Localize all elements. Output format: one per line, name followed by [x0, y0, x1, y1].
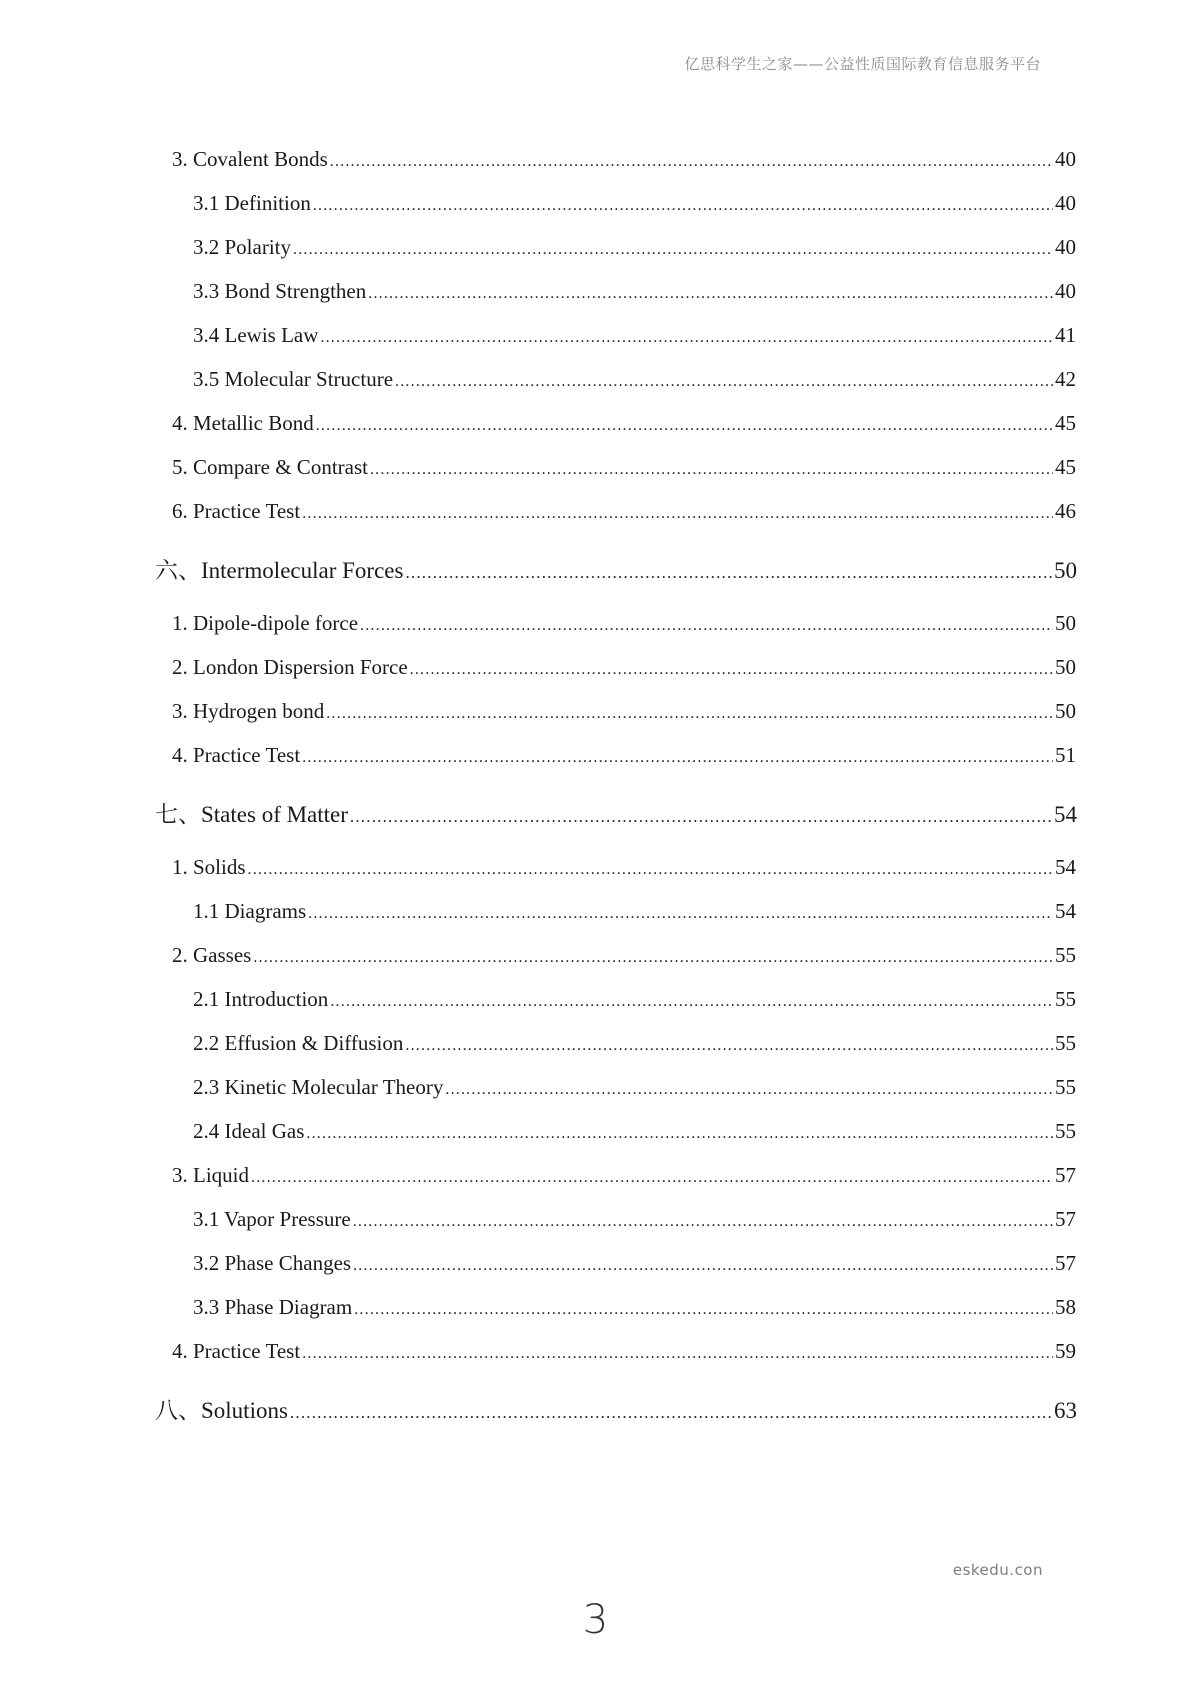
toc-entry-label: 6. Practice Test [172, 499, 301, 523]
toc-entry-page: 40 [1055, 191, 1076, 215]
toc-entry-label: 3.5 Molecular Structure [193, 367, 394, 391]
toc-entry[interactable] [193, 897, 1076, 925]
toc-entry-page: 55 [1055, 1119, 1076, 1143]
toc-entry-page: 57 [1055, 1251, 1076, 1275]
toc-entry-page: 55 [1055, 987, 1076, 1011]
toc-entry-label: 2. London Dispersion Force [172, 655, 408, 679]
toc-entry-page: 55 [1055, 1031, 1076, 1055]
toc-entry-page: 55 [1055, 943, 1076, 967]
toc-chapter-label: 八、Solutions [155, 1398, 288, 1423]
dot-leader [308, 900, 1053, 925]
toc-entry-page: 57 [1055, 1163, 1076, 1187]
toc-entry[interactable] [193, 189, 1076, 217]
toc-entry-label: 3. Covalent Bonds [172, 147, 328, 171]
toc-entry-label: 3.1 Vapor Pressure [193, 1207, 351, 1231]
dot-leader [330, 988, 1053, 1013]
toc-chapter-entry[interactable] [155, 1397, 1077, 1425]
toc-entry[interactable] [193, 1073, 1076, 1101]
toc-entry-label: 1. Solids [172, 855, 246, 879]
toc-entry-page: 40 [1055, 235, 1076, 259]
toc-entry-page: 57 [1055, 1207, 1076, 1231]
dot-leader [290, 1399, 1052, 1425]
toc-entry[interactable] [172, 653, 1076, 681]
toc-entry-page: 45 [1055, 455, 1076, 479]
toc-entry-label: 2.2 Effusion & Diffusion [193, 1031, 404, 1055]
page-number: 3 [582, 1597, 609, 1643]
toc-entry-label: 3. Hydrogen bond [172, 699, 325, 723]
toc-entry[interactable] [193, 233, 1076, 261]
dot-leader [350, 803, 1052, 829]
toc-entry-page: 42 [1055, 367, 1076, 391]
toc-entry-label: 1.1 Diagrams [193, 899, 307, 923]
dot-leader [293, 236, 1053, 261]
dot-leader [405, 559, 1052, 585]
dot-leader [368, 280, 1053, 305]
dot-leader [395, 368, 1053, 393]
toc-entry[interactable] [193, 277, 1076, 305]
toc-entry[interactable] [172, 941, 1076, 969]
toc-entry-page: 54 [1055, 899, 1076, 923]
toc-entry-label: 3.3 Phase Diagram [193, 1295, 353, 1319]
dot-leader [354, 1296, 1053, 1321]
toc-entry-label: 2.1 Introduction [193, 987, 329, 1011]
toc-entry-page: 55 [1055, 1075, 1076, 1099]
dot-leader [445, 1076, 1053, 1101]
dot-leader [353, 1208, 1053, 1233]
dot-leader [326, 700, 1053, 725]
toc-entry-label: 4. Metallic Bond [172, 411, 314, 435]
toc-entry-label: 5. Compare & Contrast [172, 455, 368, 479]
dot-leader [253, 944, 1053, 969]
dot-leader [302, 500, 1053, 525]
dot-leader [353, 1252, 1053, 1277]
toc-entry-label: 2.3 Kinetic Molecular Theory [193, 1075, 444, 1099]
toc-entry-label: 3.2 Polarity [193, 235, 291, 259]
toc-entry-label: 2. Gasses [172, 943, 252, 967]
dot-leader [316, 412, 1053, 437]
toc-chapter-entry[interactable] [155, 557, 1077, 585]
footer-site-url: eskedu.con [952, 1561, 1043, 1579]
toc-entry[interactable] [193, 985, 1076, 1013]
toc-entry-page: 45 [1055, 411, 1076, 435]
dot-leader [405, 1032, 1053, 1057]
toc-entry[interactable] [193, 365, 1076, 393]
toc-entry-page: 40 [1055, 147, 1076, 171]
toc-entry-label: 3. Liquid [172, 1163, 249, 1187]
toc-entry-page: 41 [1055, 323, 1076, 347]
toc-entry-label: 1. Dipole-dipole force [172, 611, 359, 635]
toc-entry[interactable] [172, 853, 1076, 881]
toc-entry[interactable] [172, 697, 1076, 725]
toc-entry[interactable] [172, 741, 1076, 769]
toc-entry[interactable] [193, 1293, 1076, 1321]
dot-leader [248, 856, 1053, 881]
toc-entry[interactable] [193, 1117, 1076, 1145]
toc-entry[interactable] [193, 1205, 1076, 1233]
toc-entry-page: 58 [1055, 1295, 1076, 1319]
dot-leader [410, 656, 1053, 681]
toc-chapter-label: 七、States of Matter [155, 802, 348, 827]
toc-entry-label: 2.4 Ideal Gas [193, 1119, 305, 1143]
toc-entry-page: 46 [1055, 499, 1076, 523]
toc-entry[interactable] [172, 497, 1076, 525]
toc-entry[interactable] [172, 609, 1076, 637]
toc-entry-page: 54 [1055, 855, 1076, 879]
toc-entry[interactable] [193, 321, 1076, 349]
toc-entry[interactable] [172, 145, 1076, 173]
toc-entry-label: 4. Practice Test [172, 1339, 301, 1363]
toc-chapter-page: 63 [1054, 1398, 1077, 1423]
toc-entry[interactable] [193, 1029, 1076, 1057]
toc-entry-label: 3.1 Definition [193, 191, 311, 215]
toc-entry[interactable] [172, 1337, 1076, 1365]
dot-leader [370, 456, 1053, 481]
dot-leader [251, 1164, 1053, 1189]
dot-leader [313, 192, 1053, 217]
dot-leader [302, 1340, 1053, 1365]
dot-leader [330, 148, 1053, 173]
dot-leader [306, 1120, 1053, 1145]
toc-entry-label: 3.4 Lewis Law [193, 323, 319, 347]
toc-entry-label: 3.2 Phase Changes [193, 1251, 352, 1275]
toc-chapter-page: 50 [1054, 558, 1077, 583]
dot-leader [302, 744, 1053, 769]
toc-entry[interactable] [172, 409, 1076, 437]
toc-entry[interactable] [193, 1249, 1076, 1277]
toc-entry-page: 50 [1055, 699, 1076, 723]
toc-chapter-label: 六、Intermolecular Forces [155, 558, 404, 583]
toc-entry-page: 50 [1055, 611, 1076, 635]
toc-entry-page: 40 [1055, 279, 1076, 303]
toc-entry-page: 59 [1055, 1339, 1076, 1363]
toc-entry-page: 50 [1055, 655, 1076, 679]
toc-chapter-entry[interactable] [155, 801, 1077, 829]
toc-chapter-page: 54 [1054, 802, 1077, 827]
dot-leader [320, 324, 1053, 349]
toc-entry-page: 51 [1055, 743, 1076, 767]
dot-leader [360, 612, 1053, 637]
toc-entry[interactable] [172, 1161, 1076, 1189]
toc-entry[interactable] [172, 453, 1076, 481]
page-header: 亿思科学生之家——公益性质国际教育信息服务平台 [684, 55, 1041, 73]
toc-entry-label: 4. Practice Test [172, 743, 301, 767]
toc-entry-label: 3.3 Bond Strengthen [193, 279, 367, 303]
